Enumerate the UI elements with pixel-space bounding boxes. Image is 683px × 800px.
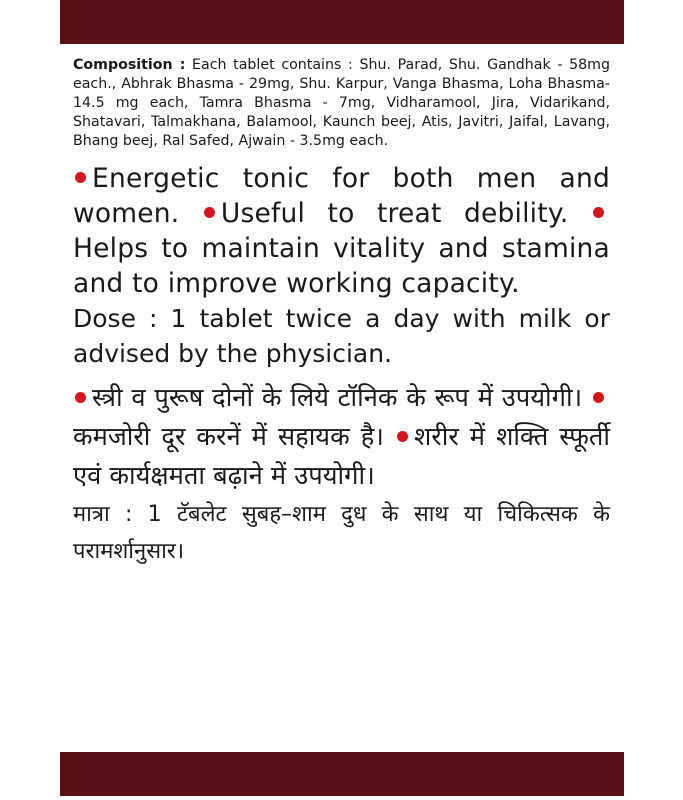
hindi-benefit-2: कमजोरी दूर करनें में सहायक है। (73, 422, 384, 452)
bullet-icon (204, 207, 215, 218)
bullet-icon (593, 207, 604, 218)
hindi-dose: मात्रा : 1 टॅबलेट सुबह–शाम दुध के साथ या चिकित्सक के परामर्शानुसार। (73, 502, 610, 564)
bullet-icon (397, 431, 408, 442)
bottom-color-band (60, 752, 624, 796)
label-content (73, 56, 610, 570)
hindi-benefits-paragraph (73, 379, 610, 496)
composition-block (73, 56, 610, 151)
hindi-benefits (73, 379, 610, 570)
english-benefits-paragraph (73, 161, 610, 301)
bullet-icon (75, 392, 86, 403)
english-dose: Dose : 1 tablet twice a day with milk or advised by the physician. (73, 304, 610, 368)
english-benefit-1: Energetic tonic for both men and women. (73, 163, 610, 229)
hindi-benefit-3: शरीर में शक्ति स्फूर्ती एवं कार्यक्षमता बढ़ाने में उपयोगी। (73, 422, 610, 491)
composition-text: Each tablet contains : Shu. Parad, Shu. Gandhak - 58mg each., Abhrak Bhasma - 29mg, Shu. Karpur, Vanga Bhasma, Loha Bhasma-14.5 mg each, Tamra Bhasma - 7mg, Vidharamool, Jira, Vidarikand, Shatavari, Talmakhana, Balamool, Kaunch beej, Atis, Javitri, Jaifal, Lavang, Bhang beej, Ral Safed, Ajwain - 3.5mg each. (73, 57, 610, 149)
composition-label: Composition : (73, 57, 186, 73)
english-benefit-3: Helps to maintain vitality and stamina and to improve working capacity. (73, 233, 610, 299)
english-benefit-2: Useful to treat debility. (220, 198, 569, 229)
bullet-icon (593, 392, 604, 403)
bullet-icon (75, 172, 86, 183)
hindi-benefit-1: स्त्री व पुरूष दोनों के लिये टॉनिक के रूप में उपयोगी। (92, 383, 583, 413)
top-color-band (60, 0, 624, 44)
english-benefits (73, 161, 610, 371)
